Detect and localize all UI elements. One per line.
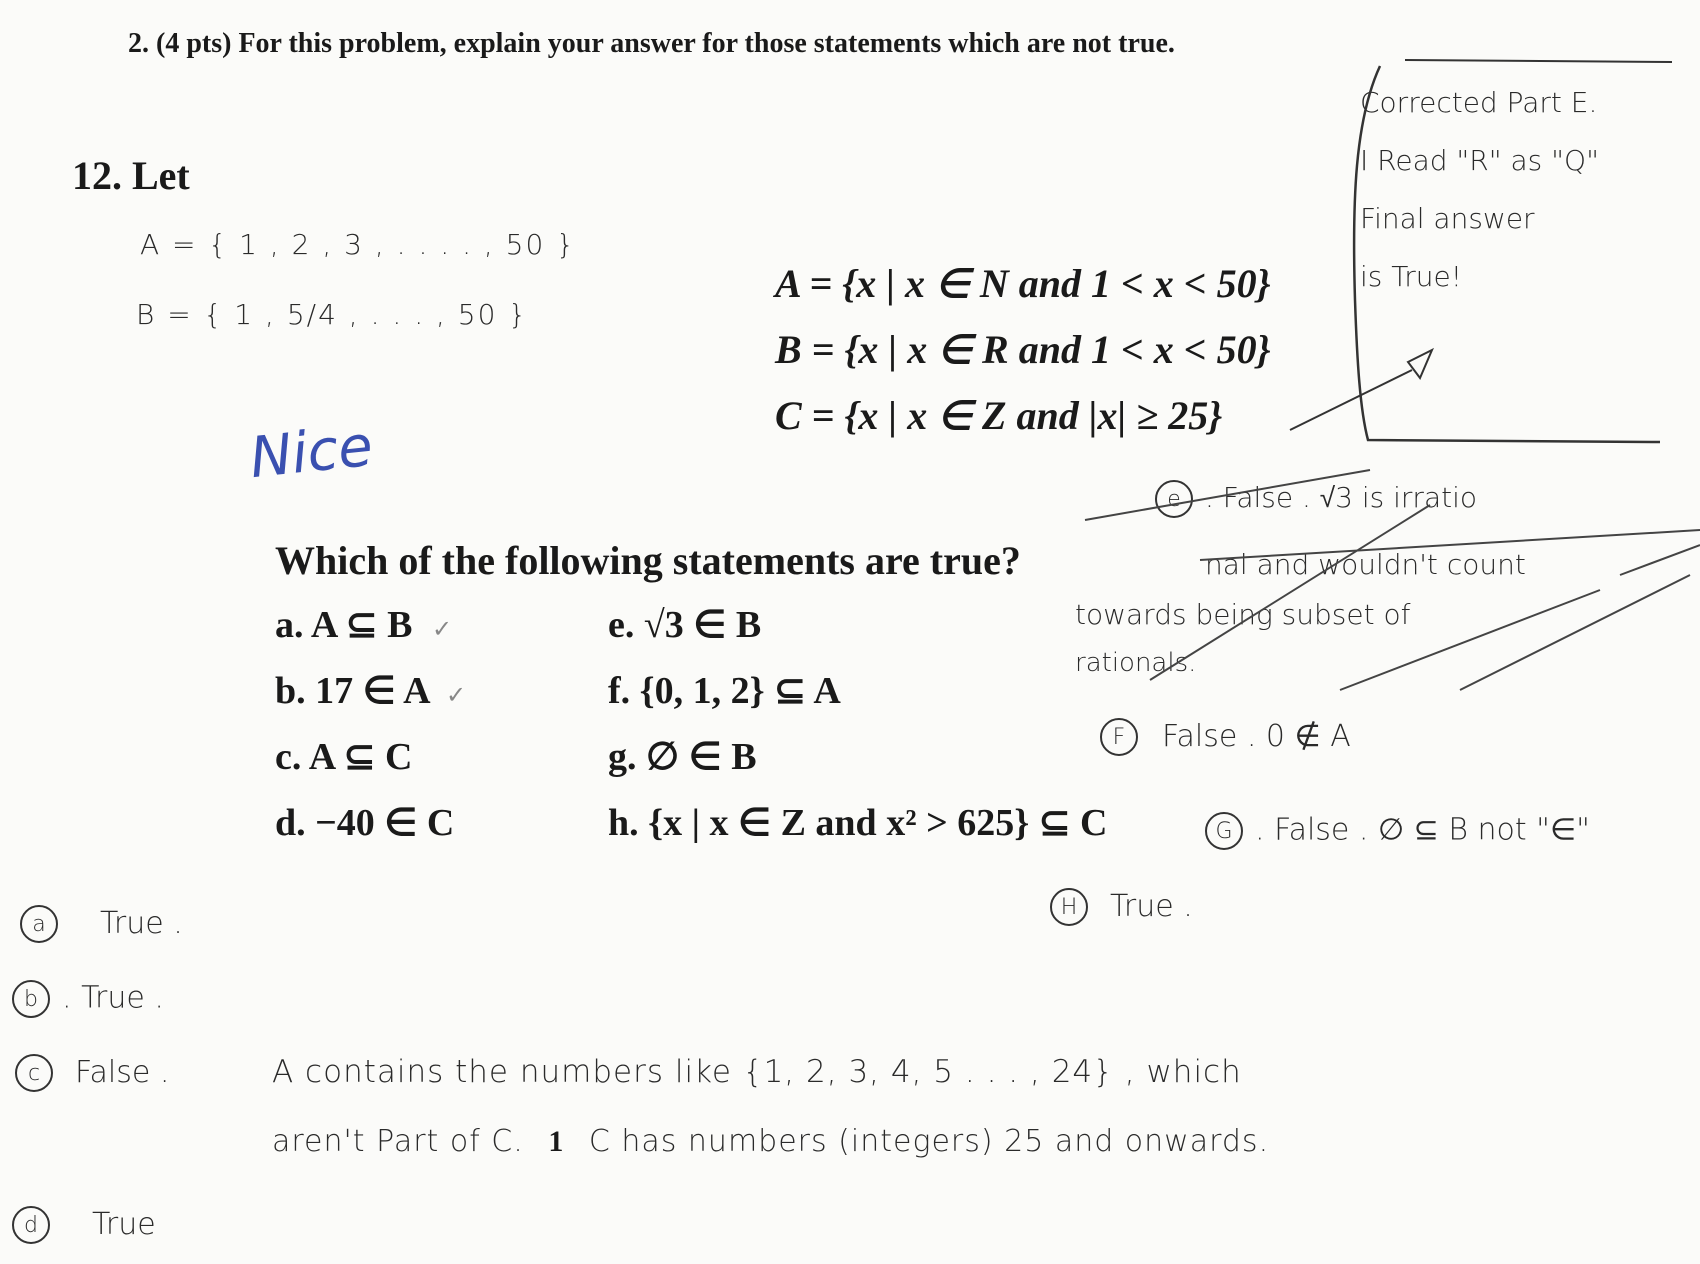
answer-c-explanation-2a: aren't Part of C. [272,1124,524,1159]
set-definition-a: A = {x | x ∈ N and 1 < x < 50} [775,261,1271,306]
arrow-line [1290,370,1412,430]
answer-g-text: . False . ∅ ⊆ B not "∈" [1255,812,1590,848]
correction-box-outline [1354,66,1660,442]
option-h: h. {x | x ∈ Z and x² > 625} ⊆ C [608,802,1108,844]
answer-e-circle: e [1155,480,1193,518]
answer-f-circle: F [1100,718,1138,756]
strike-line [1085,470,1370,520]
set-definition-c: C = {x | x ∈ Z and |x| ≥ 25} [775,393,1223,438]
header-prefix: 2. (4 pts) For this problem, explain your answer for those statements which are [128,28,1066,59]
strike-line [1200,530,1700,560]
check-mark-icon: ✓ [445,681,467,709]
option-e: e. √3 ∈ B [608,604,762,646]
option-g: g. ∅ ∈ B [608,736,757,778]
option-a-text: a. A ⊆ B [275,604,413,646]
answer-d-circle: d [12,1206,50,1244]
correction-line-3: Final answer [1360,202,1535,235]
answer-b-text: . True . [62,980,164,1016]
answer-g-circle: G [1205,812,1243,850]
strike-line [1620,545,1700,575]
correction-line-4: is True! [1360,260,1462,293]
option-b-text: b. 17 ∈ A [275,670,429,712]
answer-c-explanation-1: A contains the numbers like {1, 2, 3, 4, 5 . . . , 24} , which [272,1054,1242,1090]
answer-h-circle: H [1050,888,1088,926]
answer-c-explanation-2-num: 1 [548,1125,565,1158]
set-definition-b: B = {x | x ∈ R and 1 < x < 50} [775,327,1271,372]
answer-c-circle: c [15,1054,53,1092]
arrow-icon [1408,350,1432,378]
answer-b-circle: b [12,980,50,1018]
answer-e-line-3: towards being subset of [1075,598,1411,631]
answer-a-circle: a [20,905,58,943]
option-d: d. −40 ∈ C [275,802,455,844]
strike-line [1150,505,1430,680]
handwritten-set-a: A = { 1 , 2 , 3 , . . . . , 50 } [140,228,577,261]
answer-e-line-2: nal and wouldn't count [1205,548,1526,581]
correction-line-2: I Read "R" as "Q" [1360,144,1599,177]
option-c: c. A ⊆ C [275,736,413,778]
answer-c-explanation-2b: C has numbers (integers) 25 and onwards. [588,1124,1270,1159]
answer-f-text: False . 0 ∉ A [1162,718,1351,754]
header-not: not [1072,28,1112,59]
check-mark-icon: ✓ [431,615,453,643]
header-suffix: true. [1118,28,1175,59]
answer-e-line-1: . False . √3 is irratio [1205,481,1477,514]
answer-e-line-4: rationals. [1075,648,1197,678]
header-underline [1405,60,1672,62]
answer-d-text: True [92,1206,156,1242]
answer-h-text: True . [1110,888,1193,924]
question-text: Which of the following statements are true? [275,538,1021,583]
answer-c-text: False . [75,1054,170,1090]
problem-number: 12. Let [72,153,190,198]
strike-line [1460,575,1690,690]
handwritten-set-b: B = { 1 , 5/4 , . . . , 50 } [136,298,529,331]
option-f: f. {0, 1, 2} ⊆ A [608,670,841,712]
grader-comment-nice: Nice [246,413,376,492]
correction-line-1: Corrected Part E. [1360,86,1598,119]
answer-a-text: True . [100,905,183,941]
